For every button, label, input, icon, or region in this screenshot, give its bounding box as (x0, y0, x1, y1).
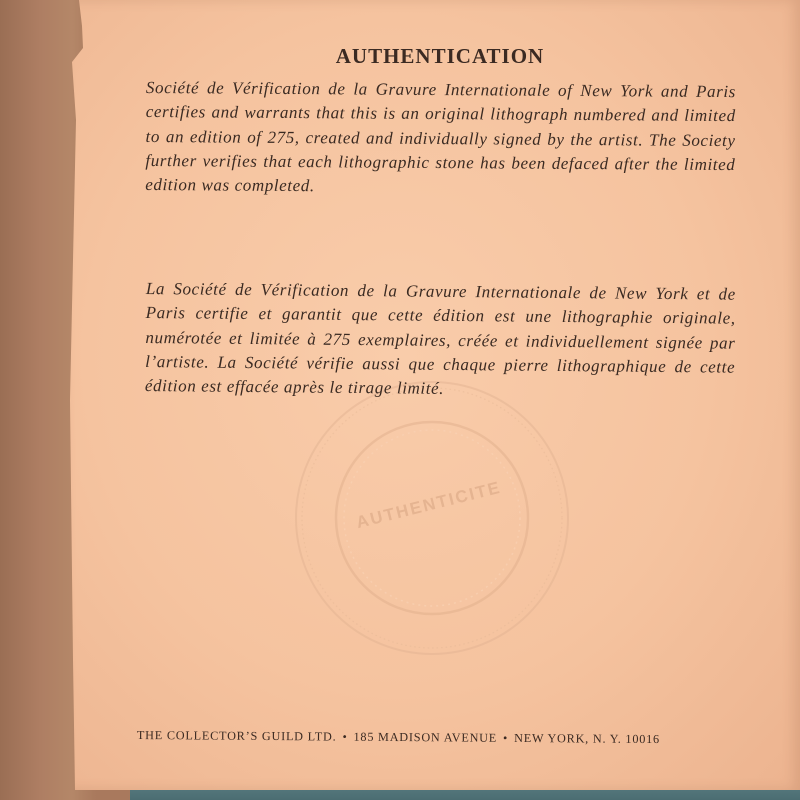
footer-street: 185 MADISON AVENUE (353, 729, 498, 745)
paragraph-french: La Société de Vérification de la Gravure Internationale de New York et de Paris certifie et garantit que cette édition est une lithographie originale, numérotée et limitée à 275 exemplaires, créée et individuellement signée par l’artiste. La Société vérifie aussi que chaque pierre lithographique de cette édition est effacée après le tirage limité. (144, 278, 736, 399)
paragraph-english: Société de Vérification de la Gravure Internationale of New York and Paris certifies and warrants that this is an original lithograph numbered and limited to an edition of 275, created and individually signed by the artist. The Society further verifies that each lithographic stone has been defaced after the limited edition was completed. (145, 77, 736, 196)
seal-center-text: AUTHENTICITE (354, 477, 504, 533)
certificate-title: AUTHENTICATION (335, 44, 545, 68)
embossed-seal (292, 378, 572, 658)
footer-separator-2: • (503, 730, 509, 745)
footer-company: THE COLLECTOR’S GUILD LTD. (136, 728, 337, 744)
footer-separator-1: • (342, 729, 348, 744)
footer-city: NEW YORK, N. Y. 10016 (514, 730, 660, 747)
